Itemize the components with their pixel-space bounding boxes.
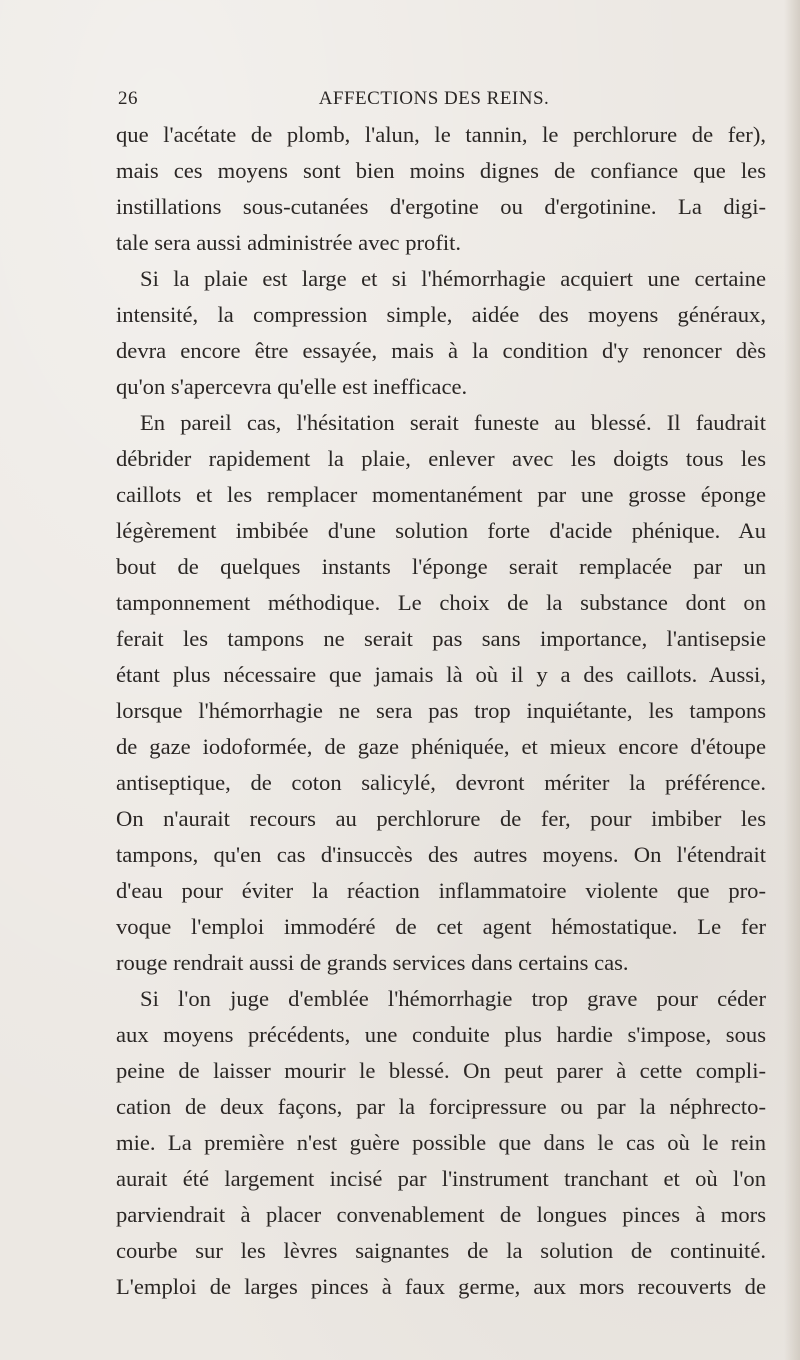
text-line: caillots et les remplacer momentanément par une grosse éponge: [116, 482, 766, 507]
text-line: tamponnement méthodique. Le choix de la substance dont on: [116, 590, 766, 615]
text-line: L'emploi de larges pinces à faux germe, aux mors recouverts de: [116, 1274, 766, 1299]
text-line: voque l'emploi immodéré de cet agent hémostatique. Le fer: [116, 914, 766, 939]
text-line: aurait été largement incisé par l'instrument tranchant et où l'on: [116, 1166, 766, 1191]
text-line: aux moyens précédents, une conduite plus hardie s'impose, sous: [116, 1022, 766, 1047]
text-line: mais ces moyens sont bien moins dignes de confiance que les: [116, 158, 766, 183]
running-header: [108, 88, 760, 112]
text-line: intensité, la compression simple, aidée des moyens généraux,: [116, 302, 766, 327]
text-line: rouge rendrait aussi de grands services dans certains cas.: [116, 950, 629, 975]
text-line: peine de laisser mourir le blessé. On peut parer à cette compli-: [116, 1058, 766, 1083]
paragraph-start-line: Si l'on juge d'emblée l'hémorrhagie trop grave pour céder: [140, 986, 766, 1011]
body-text: [116, 117, 766, 1305]
paragraph-start-line: Si la plaie est large et si l'hémorrhagie acquiert une certaine: [140, 266, 766, 291]
text-line: tampons, qu'en cas d'insuccès des autres moyens. On l'étendrait: [116, 842, 766, 867]
text-line: parviendrait à placer convenablement de longues pinces à mors: [116, 1202, 766, 1227]
text-line: de gaze iodoformée, de gaze phéniquée, et mieux encore d'étoupe: [116, 734, 766, 759]
text-line: antiseptique, de coton salicylé, devront mériter la préférence.: [116, 770, 766, 795]
paragraph-start-line: En pareil cas, l'hésitation serait funeste au blessé. Il faudrait: [140, 410, 766, 435]
text-line: ferait les tampons ne serait pas sans importance, l'antisepsie: [116, 626, 766, 651]
text-line: légèrement imbibée d'une solution forte d'acide phénique. Au: [116, 518, 766, 543]
text-line: que l'acétate de plomb, l'alun, le tannin, le perchlorure de fer),: [116, 122, 766, 147]
text-line: cation de deux façons, par la forcipressure ou par la néphrecto-: [116, 1094, 766, 1119]
text-line: devra encore être essayée, mais à la condition d'y renoncer dès: [116, 338, 766, 363]
text-line: lorsque l'hémorrhagie ne sera pas trop inquiétante, les tampons: [116, 698, 766, 723]
text-line: qu'on s'apercevra qu'elle est inefficace.: [116, 374, 468, 399]
text-line: instillations sous-cutanées d'ergotine ou d'ergotinine. La digi-: [116, 194, 766, 219]
text-line: d'eau pour éviter la réaction inflammatoire violente que pro-: [116, 878, 766, 903]
text-line: mie. La première n'est guère possible que dans le cas où le rein: [116, 1130, 766, 1155]
text-line: étant plus nécessaire que jamais là où il y a des caillots. Aussi,: [116, 662, 766, 687]
page-number: 26: [118, 88, 138, 109]
text-line: On n'aurait recours au perchlorure de fer, pour imbiber les: [116, 806, 766, 831]
text-line: courbe sur les lèvres saignantes de la solution de continuité.: [116, 1238, 766, 1263]
text-line: tale sera aussi administrée avec profit.: [116, 230, 462, 255]
text-line: bout de quelques instants l'éponge serait remplacée par un: [116, 554, 766, 579]
running-title: AFFECTIONS DES REINS.: [318, 88, 550, 109]
page-edge-shadow: [784, 0, 800, 1360]
text-line: débrider rapidement la plaie, enlever avec les doigts tous les: [116, 446, 766, 471]
